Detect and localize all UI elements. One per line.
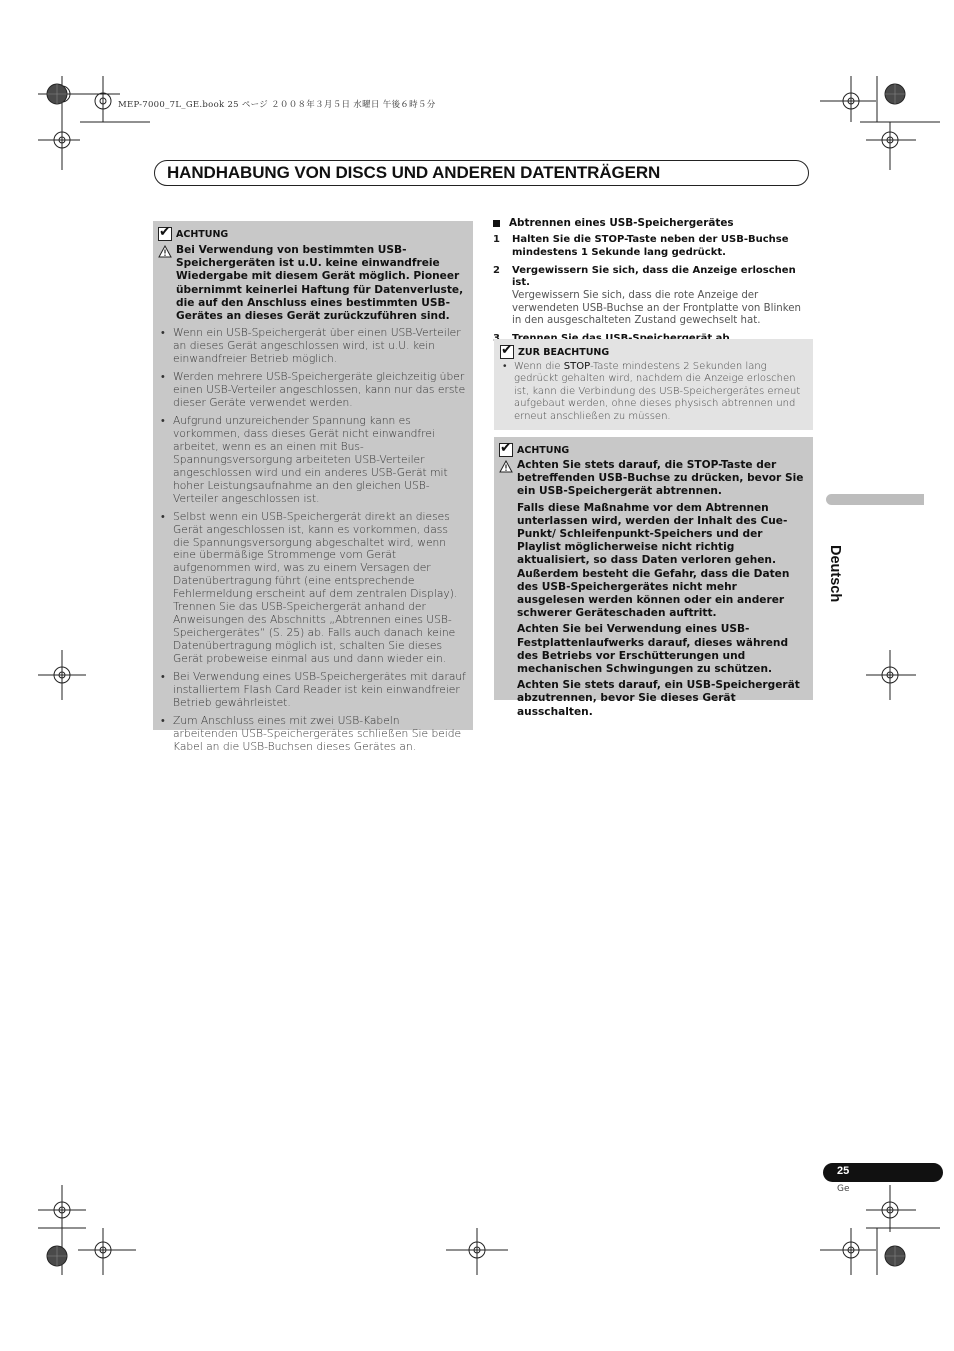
warning-triangle-icon — [499, 460, 513, 473]
warning-paragraph: Falls diese Maßnahme vor dem Abtrennen unterlassen wird, werden der Inhalt des Cue-Punkt/ Schleifenpunkt-Speichers und der Playlist möglicherweise nicht richtig aktualisiert, so dass Daten verloren gehen. Außerdem besteht die Gefahr, dass die Daten des USB-Speichergerätes nicht mehr ausgelesen werden können oder ein anderer schwerer Geräteschaden auftritt. — [517, 501, 790, 620]
warning-text: Bei Verwendung von bestimmten USB-Speichergeräten ist u.U. keine einwandfreie Wiedergabe mit diesem Gerät möglich. Pioneer übernimmt keinerlei Haftung für Datenverluste, die auf den Anschluss eines bestimmten USB-Gerätes an dieses Gerät zurückzuführen sind. — [176, 244, 464, 323]
page-number: 25 — [837, 1165, 850, 1177]
language-side-label: Deutsch — [827, 545, 843, 603]
right-column — [493, 217, 813, 346]
step-2 — [493, 265, 813, 328]
note-text-end: -Taste mindestens 2 Sekunden lang gedrückt gehalten wird, nachdem die Anzeige erloschen ist, kann die Verbindung des USB-Speichergerätes erneut aufgebaut werden, ohne dieses physisch abtrennen und erneut anschließen zu müssen. — [514, 361, 801, 422]
list-item: • Aufgrund unzureichender Spannung kann es vorkommen, dass dieses Gerät nicht einwandfrei arbeitet, wenn es an einen mit Bus-Spannungsversorgung arbeiteten USB-Verteiler angeschlossen wird und ein anderes USB-Gerät mit hoher Leistungsaufnahme an den gleichen USB-Verteiler angeschlossen ist. — [158, 415, 467, 506]
warning-paragraph: Achten Sie stets darauf, die STOP-Taste der betreffenden USB-Buchse zu drücken, bevor Sie ein USB-Speichergerät abtrennen. — [517, 459, 804, 498]
note-box — [494, 339, 813, 430]
warning-row — [499, 459, 807, 719]
warning-paragraphs — [517, 459, 807, 719]
step-number: 2 — [493, 264, 500, 276]
list-item: • Wenn ein USB-Speichergerät über einen USB-Verteiler an dieses Gerät angeschlossen wird, ist u.U. kein einwandfreier Betrieb möglich. — [158, 327, 467, 366]
checkmark-icon — [500, 345, 514, 359]
caution-heading-label: ACHTUNG — [517, 444, 570, 456]
section-heading — [493, 217, 813, 229]
section-title-bar — [154, 160, 809, 186]
language-side-tab — [826, 494, 924, 505]
stop-key-label: STOP — [563, 361, 591, 372]
note-text-start: Wenn die — [514, 361, 564, 372]
checkmark-icon — [158, 227, 172, 241]
step-1 — [493, 234, 813, 260]
note-heading-label: ZUR BEACHTUNG — [518, 346, 610, 358]
list-item: • Zum Anschluss eines mit zwei USB-Kabeln arbeitenden USB-Speichergerätes schließen Sie beide Kabel an die USB-Buchsen dieses Gerätes an. — [158, 715, 467, 754]
step-number: 1 — [493, 234, 500, 245]
caution-box-left — [153, 221, 473, 753]
caution-bullet-list — [158, 327, 467, 754]
warning-triangle-icon — [158, 245, 172, 258]
list-item: • Werden mehrere USB-Speichergeräte gleichzeitig über einen USB-Verteiler angeschlossen, kann nur das erste dieser Geräte verwendet werden. — [158, 371, 467, 410]
warning-paragraph: Achten Sie stets darauf, ein USB-Speichergerät abzutrennen, bevor Sie dieses Gerät ausschalten. — [517, 679, 800, 718]
caution-heading — [158, 227, 467, 241]
step-text: Vergewissern Sie sich, dass die Anzeige erloschen ist. — [512, 264, 796, 289]
section-title: HANDHABUNG VON DISCS UND ANDEREN DATENTRÄGERN — [167, 163, 661, 182]
square-bullet-icon — [493, 220, 500, 227]
checkmark-icon — [499, 443, 513, 457]
note-bullet-list — [500, 361, 807, 423]
caution-heading — [499, 443, 807, 457]
file-header-line: MEP-7000_7L_GE.book 25 ページ ２００８年３月５日 水曜日 午後６時５分 — [118, 100, 436, 110]
warning-paragraph: Achten Sie bei Verwendung eines USB-Festplattenlaufwerks darauf, dieses während des Betriebs vor Erschütterungen und mechanischen Schwingungen zu schützen. — [517, 623, 789, 676]
step-description: Vergewissern Sie sich, dass die rote Anzeige der verwendeten USB-Buchse an der Frontplatte von Blinken in den ausgeschalteten Zustand gewechselt hat. — [512, 290, 801, 327]
step-text: Halten Sie die STOP-Taste neben der USB-Buchse mindestens 1 Sekunde lang gedrückt. — [512, 234, 789, 258]
warning-row — [158, 244, 467, 323]
caution-heading-label: ACHTUNG — [176, 228, 229, 240]
section-heading-label: Abtrennen eines USB-Speichergerätes — [509, 217, 734, 229]
page-number-badge — [823, 1163, 943, 1182]
caution-box-right — [494, 437, 813, 718]
list-item: • Bei Verwendung eines USB-Speichergerätes mit darauf installiertem Flash Card Reader ist kein einwandfreier Betrieb gewährleistet. — [158, 671, 467, 710]
list-item — [500, 361, 807, 423]
list-item: • Selbst wenn ein USB-Speichergerät direkt an dieses Gerät angeschlossen ist, kann es vorkommen, dass die Spannungsversorgung abgeschaltet wird, wenn eine übermäßige Strommenge vom Gerät aufgenommen wird, was zu einem Versagen der Datenübertragung führt (eine entsprechende Fehlermeldung erscheint auf dem zentralen Display). Trennen Sie das USB-Speichergerät anhand der Anweisungen des Abschnitts „Abtrennen eines USB-Speichergerätes“ (S. 25) ab. Falls auch danach keine Datenübertragung möglich ist, schalten Sie dieses Gerät probeweise einmal aus und dann wieder ein. — [158, 511, 467, 666]
note-heading — [500, 345, 807, 359]
language-code: Ge — [837, 1184, 850, 1194]
